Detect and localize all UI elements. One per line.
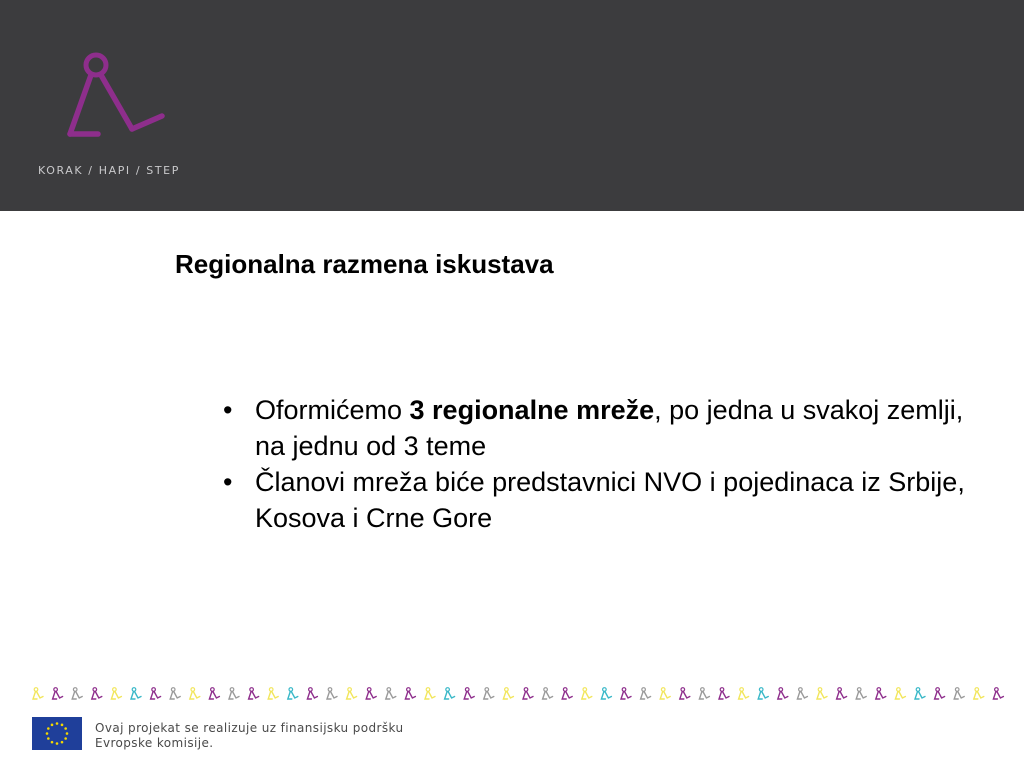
- small-step-figure-icon: [347, 688, 357, 699]
- slide-title: Regionalna razmena iskustava: [175, 249, 554, 279]
- small-step-figure-icon: [660, 688, 670, 699]
- eu-star-icon: [47, 737, 50, 740]
- small-step-figure-icon: [719, 688, 729, 699]
- small-step-figure-icon: [739, 688, 749, 699]
- small-step-figure-icon: [993, 688, 1003, 699]
- small-step-figure-icon: [797, 688, 807, 699]
- small-step-figure-icon: [680, 688, 690, 699]
- small-step-figure-icon: [876, 688, 886, 699]
- bullet-text: Članovi mreža biće predstavnici NVO i pojedinaca iz Srbije, Kosova i Crne Gore: [255, 467, 965, 533]
- small-step-figure-icon: [758, 688, 768, 699]
- small-step-figure-icon: [562, 688, 572, 699]
- small-step-figure-icon: [53, 688, 63, 699]
- eu-star-icon: [51, 741, 54, 744]
- small-step-figure-icon: [72, 688, 82, 699]
- small-step-figure-icon: [543, 688, 553, 699]
- small-step-figure-icon: [151, 688, 161, 699]
- bullet-text: , po jedna u svakoj zemlji, na jednu od 3 teme: [255, 395, 964, 461]
- small-step-figure-icon: [131, 688, 141, 699]
- small-step-figure-icon: [856, 688, 866, 699]
- small-step-figure-icon: [601, 688, 611, 699]
- small-step-figure-icon: [425, 688, 435, 699]
- small-step-figure-icon: [895, 688, 905, 699]
- eu-star-icon: [64, 727, 67, 730]
- small-step-figure-icon: [778, 688, 788, 699]
- small-step-figure-icon: [405, 688, 415, 699]
- small-step-figure-icon: [209, 688, 219, 699]
- funding-notice: [95, 721, 404, 751]
- small-step-figure-icon: [503, 688, 513, 699]
- eu-star-icon: [56, 742, 59, 745]
- brand-text: KORAK / HAPI / STEP: [38, 164, 180, 177]
- funding-line-2: Evropske komisije.: [95, 736, 214, 750]
- funding-line-1: Ovaj projekat se realizuje uz finansijsku podršku: [95, 721, 404, 735]
- bullet-text: Oformićemo: [255, 395, 410, 425]
- small-step-figure-icon: [229, 688, 239, 699]
- small-step-figure-icon: [935, 688, 945, 699]
- small-step-figure-icon: [621, 688, 631, 699]
- small-step-figure-icon: [915, 688, 925, 699]
- small-step-figure-icon: [464, 688, 474, 699]
- small-step-figure-icon: [33, 688, 43, 699]
- small-step-figure-icon: [582, 688, 592, 699]
- small-step-figure-icon: [288, 688, 298, 699]
- small-step-figure-icon: [974, 688, 984, 699]
- bullet-list: [215, 392, 975, 536]
- small-step-figure-icon: [190, 688, 200, 699]
- eu-star-icon: [64, 737, 67, 740]
- small-step-figure-icon: [445, 688, 455, 699]
- eu-star-icon: [66, 732, 69, 735]
- step-figure-logo-icon: [60, 48, 170, 143]
- small-step-figure-icon: [111, 688, 121, 699]
- small-step-figure-icon: [837, 688, 847, 699]
- small-step-figure-icon: [268, 688, 278, 699]
- small-step-figure-icon: [484, 688, 494, 699]
- eu-star-icon: [51, 724, 54, 727]
- header-banner: [0, 0, 1024, 211]
- small-step-figure-icon: [641, 688, 651, 699]
- eu-star-icon: [56, 722, 59, 725]
- small-step-figure-icon: [366, 688, 376, 699]
- small-step-figure-icon: [699, 688, 709, 699]
- eu-star-icon: [61, 741, 64, 744]
- small-step-figure-icon: [170, 688, 180, 699]
- bullet-bold-text: 3 regionalne mreže: [409, 395, 655, 425]
- small-step-figure-icon: [954, 688, 964, 699]
- small-step-figure-icon: [327, 688, 337, 699]
- eu-flag-icon: [32, 717, 82, 750]
- eu-star-icon: [47, 727, 50, 730]
- small-step-figure-icon: [817, 688, 827, 699]
- small-step-figure-icon: [386, 688, 396, 699]
- small-step-figure-icon: [523, 688, 533, 699]
- small-step-figure-icon: [92, 688, 102, 699]
- bullet-item: [215, 392, 975, 464]
- eu-star-icon: [61, 724, 64, 727]
- small-step-figure-icon: [307, 688, 317, 699]
- bullet-item: [215, 464, 975, 536]
- decorative-figure-row: [28, 684, 1008, 706]
- eu-star-icon: [46, 732, 49, 735]
- small-step-figure-icon: [249, 688, 259, 699]
